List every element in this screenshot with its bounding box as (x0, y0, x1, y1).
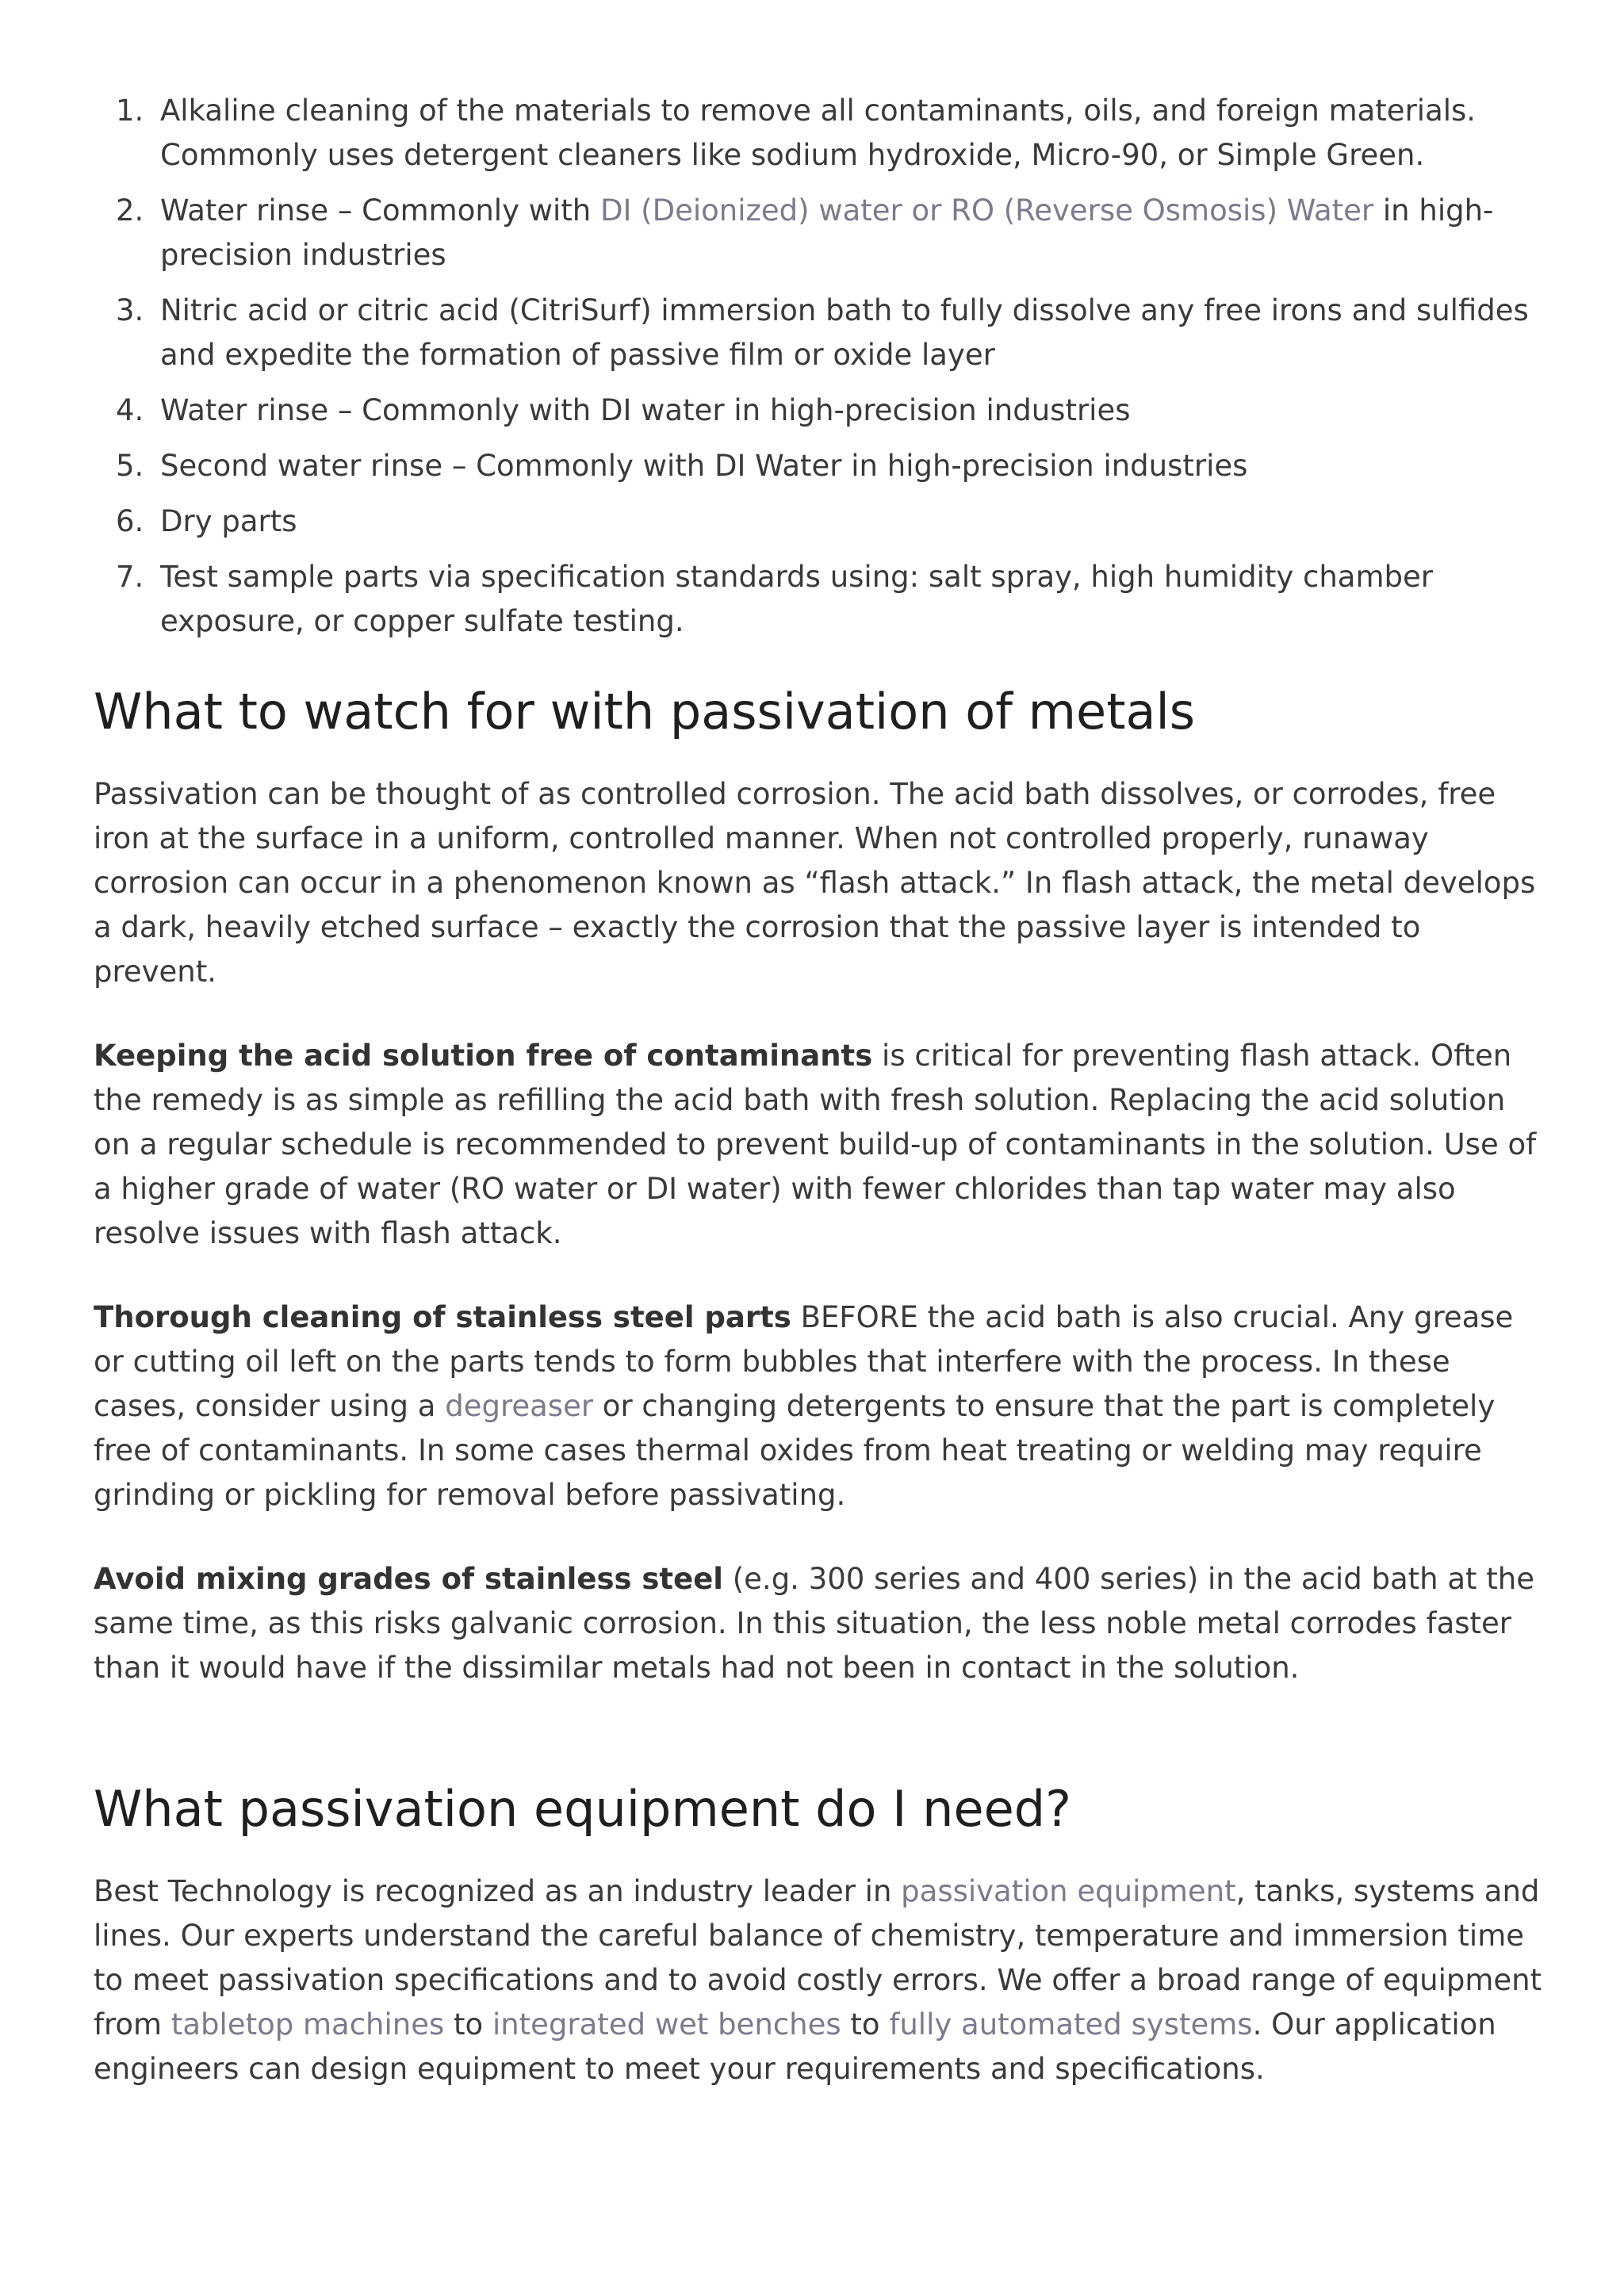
article-content (94, 89, 1545, 2091)
list-item (94, 444, 1545, 488)
paragraph-text: . Our application engineers can design equipment to meet your requirements and specifications. (94, 2007, 1496, 2086)
tabletop-machines-link[interactable]: tabletop machines (170, 2007, 445, 2042)
list-item-text: Second water rinse – Commonly with DI Water in high-precision industries (160, 449, 1248, 483)
passivation-steps-list (94, 89, 1545, 644)
paragraph-text: to (841, 2007, 890, 2042)
list-item (94, 555, 1545, 644)
list-item (94, 189, 1545, 277)
list-item-text: Alkaline cleaning of the materials to remove all contaminants, oils, and foreign materials. Commonly uses detergent cleaners like sodium hydroxide, Micro-90, or Simple Green. (160, 94, 1477, 172)
bold-lead: Thorough cleaning of stainless steel parts (94, 1300, 791, 1334)
list-item-text: Dry parts (160, 504, 297, 538)
integrated-wet-benches-link[interactable]: integrated wet benches (492, 2007, 841, 2042)
paragraph-text: BEFORE the acid bath is also crucial. Any grease or cutting oil left on the parts tends to form bubbles that interfere with the process. In these cases, consider using a (94, 1300, 1514, 1423)
section-heading-flash-attack: What to watch for with passivation of metals (94, 683, 1196, 740)
fully-automated-systems-link[interactable]: fully automated systems (889, 2007, 1253, 2042)
contaminants-paragraph (94, 1034, 1545, 1256)
list-item (94, 289, 1545, 377)
list-item-number: 2. (116, 193, 144, 228)
list-item-text: Test sample parts via specification standards using: salt spray, high humidity chamber exposure, or copper sulfate testing. (160, 560, 1433, 638)
intro-paragraph: Passivation can be thought of as controlled corrosion. The acid bath dissolves, or corrodes, free iron at the surface in a uniform, controlled manner. When not controlled properly, runaway corrosion can occur in a phenomenon known as “flash attack.” In flash attack, the metal develops a dark, heavily etched surface – exactly the corrosion that the passive layer is intended to prevent. (94, 777, 1536, 989)
list-item-text: Nitric acid or citric acid (CitriSurf) immersion bath to fully dissolve any free irons and sulfides and expedite the formation of passive film or oxide layer (160, 293, 1529, 372)
list-item (94, 388, 1545, 433)
paragraph-text: or changing detergents to ensure that the part is completely free of contaminants. In some cases thermal oxides from heat treating or welding may require grinding or pickling for removal before passivating. (94, 1389, 1496, 1512)
bold-lead: Keeping the acid solution free of contaminants (94, 1039, 873, 1073)
mixing-grades-paragraph (94, 1557, 1545, 1690)
list-item-number: 6. (116, 504, 144, 538)
list-item (94, 89, 1545, 178)
list-item-number: 1. (116, 94, 144, 128)
section-heading-equipment: What passivation equipment do I need? (94, 1780, 1072, 1838)
equipment-paragraph (94, 1869, 1545, 2091)
list-item-number: 4. (116, 393, 144, 427)
list-item-text: Water rinse – Commonly with DI water in high-precision industries (160, 393, 1131, 427)
cleaning-paragraph (94, 1295, 1545, 1517)
list-item-text: Water rinse – Commonly with (160, 193, 600, 228)
list-item (94, 499, 1545, 544)
list-item-text: in high-precision industries (160, 193, 1494, 272)
paragraph-text: is critical for preventing flash attack. Often the remedy is as simple as refilling the acid bath with fresh solution. Replacing the acid solution on a regular schedule is recommended to prevent build-up of contaminants in the solution. Use of a higher grade of water (RO water or DI water) with fewer chlorides than tap water may also resolve issues with flash attack. (94, 1039, 1537, 1250)
paragraph-text: to (444, 2007, 492, 2042)
paragraph-text: , tanks, systems and lines. Our experts understand the careful balance of chemistry, temperature and immersion time to meet passivation specifications and to avoid costly errors. We offer a broad range of equipment from (94, 1874, 1542, 2042)
list-item-number: 3. (116, 293, 144, 327)
degreaser-link[interactable]: degreaser (445, 1389, 594, 1423)
list-item-number: 5. (116, 449, 144, 483)
paragraph-text: Best Technology is recognized as an industry leader in (94, 1874, 902, 1908)
bold-lead: Avoid mixing grades of stainless steel (94, 1562, 723, 1596)
paragraph-text: (e.g. 300 series and 400 series) in the acid bath at the same time, as this risks galvanic corrosion. In this situation, the less noble metal corrodes faster than it would have if the dissimilar metals had not been in contact in the solution. (94, 1562, 1534, 1685)
passivation-equipment-link[interactable]: passivation equipment (901, 1874, 1236, 1908)
list-item-number: 7. (116, 560, 144, 594)
di-ro-water-link[interactable]: DI (Deionized) water or RO (Reverse Osmosis) Water (599, 193, 1374, 228)
